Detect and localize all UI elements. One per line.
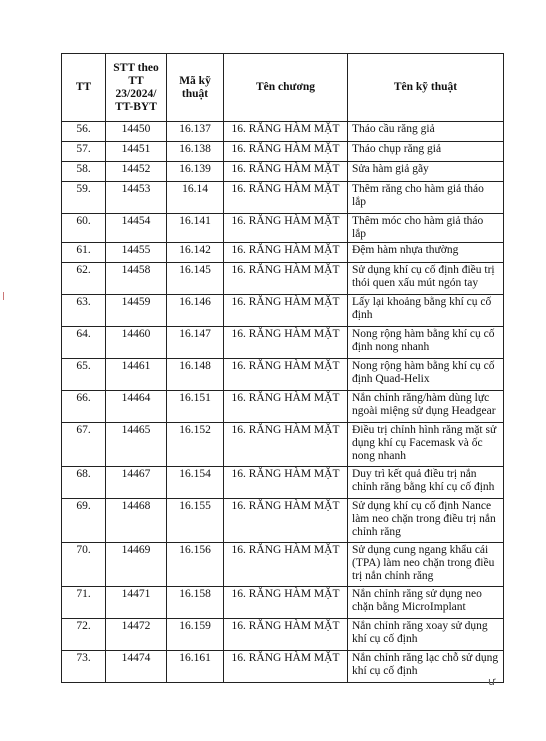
cell-ten-chuong: 16. RĂNG HÀM MẶT (224, 142, 348, 162)
cell-tt: 66. (62, 391, 106, 423)
cell-ten-ky-thuat: Sử dụng khí cụ cố định điều trị thói quen xấu mút ngón tay (348, 263, 504, 295)
cell-ma-ky-thuat: 16.146 (167, 295, 224, 327)
cell-ma-ky-thuat: 16.138 (167, 142, 224, 162)
cell-stt: 14460 (106, 327, 167, 359)
cell-ten-chuong: 16. RĂNG HÀM MẶT (224, 327, 348, 359)
cell-ten-chuong: 16. RĂNG HÀM MẶT (224, 214, 348, 243)
cell-ma-ky-thuat: 16.141 (167, 214, 224, 243)
cell-stt: 14450 (106, 122, 167, 142)
cell-tt: 62. (62, 263, 106, 295)
cell-ma-ky-thuat: 16.147 (167, 327, 224, 359)
cell-ten-ky-thuat: Sử dụng khí cụ cố định Nance làm neo chặn trong điều trị nắn chỉnh răng (348, 499, 504, 543)
cell-stt: 14471 (106, 587, 167, 619)
cell-ma-ky-thuat: 16.158 (167, 587, 224, 619)
cell-stt: 14454 (106, 214, 167, 243)
header-ten-chuong: Tên chương (224, 54, 348, 122)
cell-ten-chuong: 16. RĂNG HÀM MẶT (224, 243, 348, 263)
cell-tt: 69. (62, 499, 106, 543)
cell-ten-chuong: 16. RĂNG HÀM MẶT (224, 263, 348, 295)
cell-tt: 71. (62, 587, 106, 619)
cell-ma-ky-thuat: 16.161 (167, 651, 224, 683)
cell-tt: 67. (62, 423, 106, 467)
cell-ten-ky-thuat: Thêm răng cho hàm giả tháo lắp (348, 182, 504, 214)
cell-stt: 14452 (106, 162, 167, 182)
cell-ten-ky-thuat: Duy trì kết quả điều trị nắn chỉnh răng bằng khí cụ cố định (348, 467, 504, 499)
table-row (62, 619, 504, 651)
table-row (62, 295, 504, 327)
cell-ma-ky-thuat: 16.148 (167, 359, 224, 391)
table-row (62, 359, 504, 391)
cell-stt: 14474 (106, 651, 167, 683)
cell-ten-ky-thuat: Nắn chỉnh răng sử dụng neo chặn bằng MicroImplant (348, 587, 504, 619)
cell-ma-ky-thuat: 16.155 (167, 499, 224, 543)
table-row (62, 651, 504, 683)
cell-stt: 14453 (106, 182, 167, 214)
cell-ten-chuong: 16. RĂNG HÀM MẶT (224, 499, 348, 543)
cell-ma-ky-thuat: 16.152 (167, 423, 224, 467)
cell-ma-ky-thuat: 16.156 (167, 543, 224, 587)
cell-tt: 58. (62, 162, 106, 182)
cell-ma-ky-thuat: 16.145 (167, 263, 224, 295)
cell-stt: 14468 (106, 499, 167, 543)
cell-stt: 14458 (106, 263, 167, 295)
table-row (62, 214, 504, 243)
cell-tt: 70. (62, 543, 106, 587)
cell-ten-ky-thuat: Thêm móc cho hàm giả tháo lắp (348, 214, 504, 243)
cell-stt: 14455 (106, 243, 167, 263)
cell-ten-ky-thuat: Nắn chỉnh răng xoay sử dụng khí cụ cố định (348, 619, 504, 651)
cell-tt: 60. (62, 214, 106, 243)
cell-ten-ky-thuat: Tháo chụp răng giả (348, 142, 504, 162)
table-row (62, 391, 504, 423)
cell-stt: 14469 (106, 543, 167, 587)
cell-ma-ky-thuat: 16.137 (167, 122, 224, 142)
cell-ten-ky-thuat: Nong rộng hàm bằng khí cụ cố định nong nhanh (348, 327, 504, 359)
cell-ten-chuong: 16. RĂNG HÀM MẶT (224, 587, 348, 619)
table-row (62, 467, 504, 499)
cell-ten-ky-thuat: Nắn chỉnh răng/hàm dùng lực ngoài miệng sử dụng Headgear (348, 391, 504, 423)
cell-ten-chuong: 16. RĂNG HÀM MẶT (224, 295, 348, 327)
cell-ma-ky-thuat: 16.142 (167, 243, 224, 263)
cell-ma-ky-thuat: 16.154 (167, 467, 224, 499)
header-tt: TT (62, 54, 106, 122)
procedure-table (61, 53, 504, 683)
cell-stt: 14465 (106, 423, 167, 467)
cell-ten-ky-thuat: Sử dụng cung ngang khẩu cái (TPA) làm neo chặn trong điều trị nắn chỉnh răng (348, 543, 504, 587)
table-row (62, 182, 504, 214)
cell-ten-chuong: 16. RĂNG HÀM MẶT (224, 619, 348, 651)
cell-tt: 63. (62, 295, 106, 327)
cell-tt: 68. (62, 467, 106, 499)
header-ten-ky-thuat: Tên kỹ thuật (348, 54, 504, 122)
cell-ten-ky-thuat: Nong rộng hàm bằng khí cụ cố định Quad-Helix (348, 359, 504, 391)
cell-ten-ky-thuat: Nắn chỉnh răng lạc chỗ sử dụng khí cụ cố định (348, 651, 504, 683)
cell-stt: 14472 (106, 619, 167, 651)
cell-tt: 73. (62, 651, 106, 683)
cell-tt: 65. (62, 359, 106, 391)
cell-tt: 59. (62, 182, 106, 214)
cell-ten-ky-thuat: Tháo cầu răng giả (348, 122, 504, 142)
table-row (62, 263, 504, 295)
cell-ten-ky-thuat: Điều trị chỉnh hình răng mặt sử dụng khí cụ Facemask và ốc nong nhanh (348, 423, 504, 467)
cell-ten-chuong: 16. RĂNG HÀM MẶT (224, 182, 348, 214)
header-ma-ky-thuat: Mã kỹ thuật (167, 54, 224, 122)
table-row (62, 122, 504, 142)
cell-ma-ky-thuat: 16.159 (167, 619, 224, 651)
cell-ma-ky-thuat: 16.14 (167, 182, 224, 214)
cell-stt: 14451 (106, 142, 167, 162)
cell-ten-chuong: 16. RĂNG HÀM MẶT (224, 467, 348, 499)
handwritten-mark: ư (488, 675, 495, 688)
cell-stt: 14464 (106, 391, 167, 423)
cell-ten-chuong: 16. RĂNG HÀM MẶT (224, 391, 348, 423)
cell-ten-chuong: 16. RĂNG HÀM MẶT (224, 543, 348, 587)
cell-tt: 57. (62, 142, 106, 162)
cell-stt: 14459 (106, 295, 167, 327)
cell-ten-ky-thuat: Lấy lại khoảng bằng khí cụ cố định (348, 295, 504, 327)
cell-ma-ky-thuat: 16.139 (167, 162, 224, 182)
table-row (62, 327, 504, 359)
cell-ten-chuong: 16. RĂNG HÀM MẶT (224, 122, 348, 142)
table-row (62, 543, 504, 587)
cell-tt: 64. (62, 327, 106, 359)
table-row (62, 423, 504, 467)
margin-mark (3, 292, 7, 300)
cell-stt: 14461 (106, 359, 167, 391)
table-row (62, 243, 504, 263)
table-row (62, 499, 504, 543)
table-row (62, 587, 504, 619)
cell-tt: 72. (62, 619, 106, 651)
cell-ma-ky-thuat: 16.151 (167, 391, 224, 423)
header-row (62, 54, 504, 122)
header-stt: STT theo TT 23/2024/ TT-BYT (106, 54, 167, 122)
cell-ten-chuong: 16. RĂNG HÀM MẶT (224, 651, 348, 683)
cell-ten-ky-thuat: Đệm hàm nhựa thường (348, 243, 504, 263)
cell-stt: 14467 (106, 467, 167, 499)
table-row (62, 142, 504, 162)
cell-tt: 56. (62, 122, 106, 142)
cell-ten-chuong: 16. RĂNG HÀM MẶT (224, 162, 348, 182)
cell-ten-ky-thuat: Sửa hàm giả gãy (348, 162, 504, 182)
cell-ten-chuong: 16. RĂNG HÀM MẶT (224, 359, 348, 391)
cell-ten-chuong: 16. RĂNG HÀM MẶT (224, 423, 348, 467)
cell-tt: 61. (62, 243, 106, 263)
table-row (62, 162, 504, 182)
